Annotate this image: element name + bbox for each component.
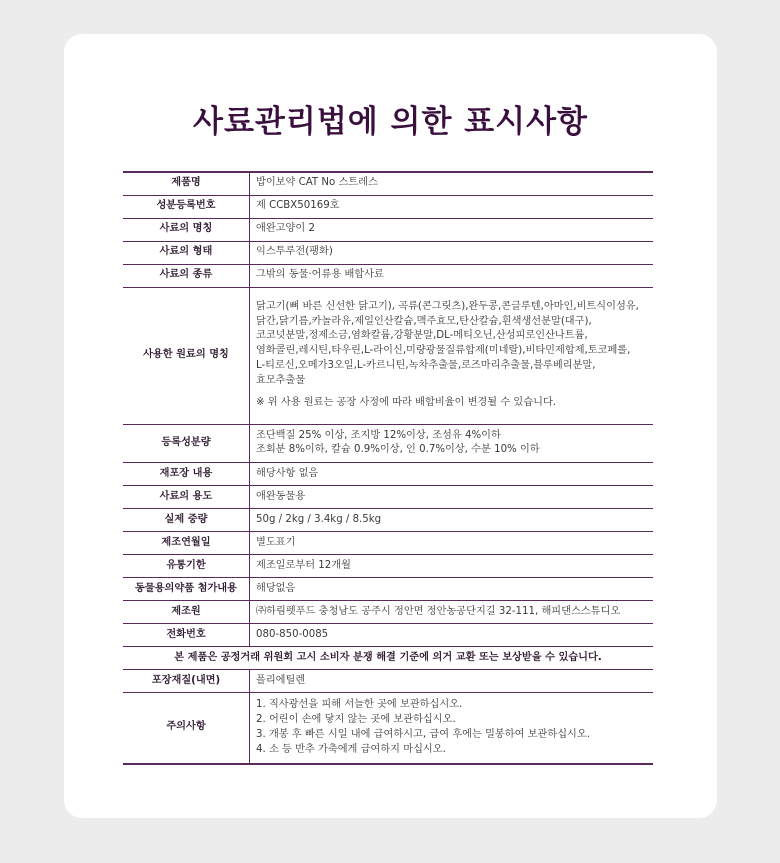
table-row	[123, 555, 653, 578]
notice-text: 본 제품은 공정거래 위원회 고시 소비자 분쟁 해결 기준에 의거 교환 또는 보상받을 수 있습니다.	[123, 647, 653, 670]
label-card	[64, 34, 717, 818]
ingredients-row	[123, 287, 653, 424]
row-value: 제조일로부터 12개월	[250, 555, 654, 578]
table-row	[123, 172, 653, 195]
caution-label: 주의사항	[123, 693, 250, 764]
row-label: 사료의 형태	[123, 241, 250, 264]
ingredient-line: 코코넛분말,정제소금,염화칼륨,강황분말,DL-메티오닌,산성피로인산나트륨,	[256, 330, 588, 342]
packaging-value: 폴리에틸렌	[250, 670, 654, 693]
row-value: 익스투루전(팽화)	[250, 241, 654, 264]
row-label: 재포장 내용	[123, 463, 250, 486]
table-row	[123, 670, 653, 693]
row-label: 제품명	[123, 172, 250, 195]
ingredients-value	[250, 287, 654, 424]
table-row	[123, 578, 653, 601]
caution-line: 2. 어린이 손에 닿지 않는 곳에 보관하십시오.	[256, 714, 456, 726]
caution-line: 3. 개봉 후 빠른 시일 내에 급여하시고, 급여 후에는 밀봉하여 보관하십시오.	[256, 728, 590, 740]
row-label: 제조원	[123, 601, 250, 624]
table-row	[123, 601, 653, 624]
row-label: 실제 중량	[123, 509, 250, 532]
packaging-label: 포장재질(내면)	[123, 670, 250, 693]
nutrients-row	[123, 424, 653, 463]
row-value: 밥이보약 CAT No 스트레스	[250, 172, 654, 195]
row-label: 제조연월일	[123, 532, 250, 555]
row-label: 사료의 명칭	[123, 218, 250, 241]
row-value: ㈜하림펫푸드 충청남도 공주시 정안면 정안농공단지길 32-111, 해피댄스스튜디오	[250, 601, 654, 624]
ingredient-line: 염화콜린,레시틴,타우린,L-라이신,미량광물질류합제(미네랄),비타민제합제,토코페롤,	[256, 345, 631, 357]
row-value: 그밖의 동물·어류용 배합사료	[250, 264, 654, 287]
row-value: 제 CCBX50169호	[250, 195, 654, 218]
row-value: 50g / 2kg / 3.4kg / 8.5kg	[250, 509, 654, 532]
row-label: 사료의 종류	[123, 264, 250, 287]
ingredients-label: 사용한 원료의 명칭	[123, 287, 250, 424]
row-label: 성분등록번호	[123, 195, 250, 218]
table-row	[123, 264, 653, 287]
row-value: 별도표기	[250, 532, 654, 555]
product-info-table	[123, 171, 653, 765]
ingredient-line: 효모추출물	[256, 374, 306, 386]
ingredient-line: 닭간,닭기름,카놀라유,제일인산칼슘,맥주효모,탄산칼슘,흰색생선분말(대구),	[256, 315, 592, 327]
row-value: 애완동물용	[250, 486, 654, 509]
ingredient-line: 닭고기(뼈 바른 신선한 닭고기), 곡류(콘그릿츠),완두콩,콘글루텐,아마인,비트식이섬유,	[256, 300, 639, 312]
table-row	[123, 532, 653, 555]
row-label: 전화번호	[123, 624, 250, 647]
table-row	[123, 509, 653, 532]
row-value: 해당없음	[250, 578, 654, 601]
table-row	[123, 241, 653, 264]
nutrient-line: 조회분 8%이하, 칼슘 0.9%이상, 인 0.7%이상, 수분 10% 이하	[256, 444, 540, 456]
table-row	[123, 463, 653, 486]
row-label: 유통기한	[123, 555, 250, 578]
table-row	[123, 218, 653, 241]
page-title: 사료관리법에 의한 표시사항	[193, 104, 588, 140]
row-label: 동물용의약품 첨가내용	[123, 578, 250, 601]
caution-line: 4. 소 등 반추 가축에게 급여하지 마십시오.	[256, 743, 446, 755]
caution-row	[123, 693, 653, 764]
ingredients-note: ※ 위 사용 원료는 공장 사정에 따라 배합비율이 변경될 수 있습니다.	[256, 397, 557, 409]
caution-value	[250, 693, 654, 764]
caution-line: 1. 직사광선을 피해 서늘한 곳에 보관하십시오.	[256, 699, 463, 711]
row-value: 애완고양이 2	[250, 218, 654, 241]
row-value: 해당사항 없음	[250, 463, 654, 486]
row-value: 080-850-0085	[250, 624, 654, 647]
table-row	[123, 195, 653, 218]
nutrients-label: 등록성분량	[123, 424, 250, 463]
notice-row	[123, 647, 653, 670]
table-row	[123, 624, 653, 647]
ingredient-line: L-티로신,오메가3오일,L-카르니틴,녹차추출물,로즈마리추출물,블루베리분말,	[256, 359, 596, 371]
nutrient-line: 조단백질 25% 이상, 조지방 12%이상, 조섬유 4%이하	[256, 429, 501, 441]
nutrients-value	[250, 424, 654, 463]
table-row	[123, 486, 653, 509]
row-label: 사료의 용도	[123, 486, 250, 509]
